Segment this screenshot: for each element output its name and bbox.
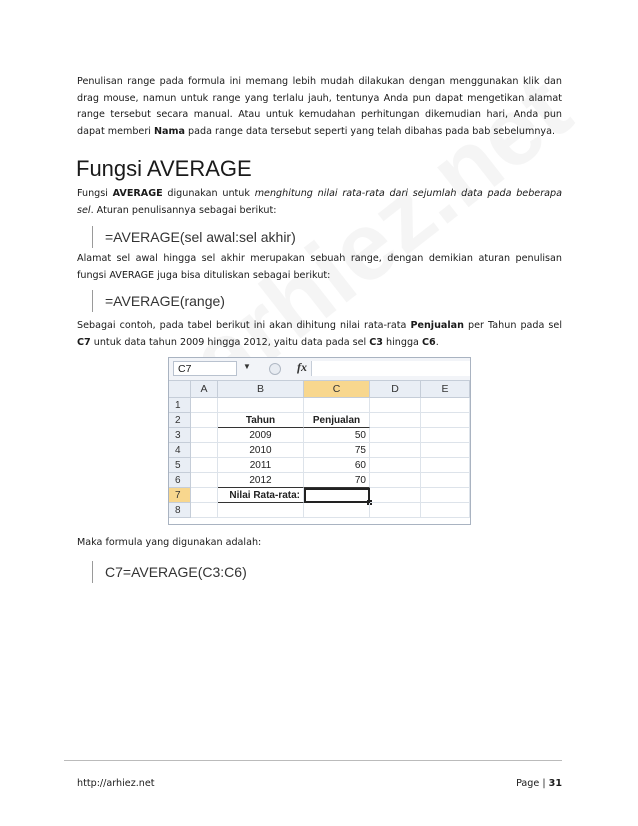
- formula-bar: [169, 358, 470, 381]
- cell-b5[interactable]: 2011: [218, 458, 304, 473]
- name-box[interactable]: C7: [173, 361, 237, 376]
- cell-a6[interactable]: [191, 473, 218, 488]
- cell-d2[interactable]: [370, 413, 421, 428]
- paragraph-range: Penulisan range pada formula ini memang lebih mudah dilakukan dengan menggunakan klik dan drag mouse, namun untuk range yang terlalu jauh, tentunya Anda pun dapat mengetikan alamat range tersebut secara manual. Atau untuk kemudahan perhitungan dikemudian hari, Anda pun dapat memberi Nama pada range data tersebut seperti yang telah dibahas pada bab sebelumnya.: [77, 76, 562, 137]
- cell-e1[interactable]: [421, 398, 470, 413]
- col-header-d[interactable]: D: [370, 381, 421, 398]
- cell-d6[interactable]: [370, 473, 421, 488]
- cell-d7[interactable]: [370, 488, 421, 503]
- cell-a3[interactable]: [191, 428, 218, 443]
- row-header-8[interactable]: 8: [169, 503, 191, 518]
- cell-b4[interactable]: 2010: [218, 443, 304, 458]
- cell-a7[interactable]: [191, 488, 218, 503]
- fx-icon[interactable]: fx: [297, 360, 307, 374]
- cell-c3[interactable]: 50: [304, 428, 370, 443]
- cell-a8[interactable]: [191, 503, 218, 518]
- cell-b1[interactable]: [218, 398, 304, 413]
- row-header-2[interactable]: 2: [169, 413, 191, 428]
- row-header-3[interactable]: 3: [169, 428, 191, 443]
- cell-d5[interactable]: [370, 458, 421, 473]
- cell-a5[interactable]: [191, 458, 218, 473]
- col-header-b[interactable]: B: [218, 381, 304, 398]
- cell-c5[interactable]: 60: [304, 458, 370, 473]
- cell-d4[interactable]: [370, 443, 421, 458]
- cell-b7[interactable]: Nilai Rata-rata:: [218, 488, 304, 503]
- cell-a1[interactable]: [191, 398, 218, 413]
- footer-url: http://arhiez.net: [77, 778, 155, 789]
- row-header-1[interactable]: 1: [169, 398, 191, 413]
- spreadsheet-screenshot: [168, 357, 471, 525]
- select-all-corner[interactable]: [169, 381, 191, 398]
- cell-b3[interactable]: 2009: [218, 428, 304, 443]
- row-header-5[interactable]: 5: [169, 458, 191, 473]
- code-syntax-1: =AVERAGE(sel awal:sel akhir): [92, 226, 296, 248]
- section-heading: Fungsi AVERAGE: [76, 156, 252, 181]
- cell-c2[interactable]: Penjualan: [304, 413, 370, 428]
- cell-e5[interactable]: [421, 458, 470, 473]
- col-header-c[interactable]: C: [304, 381, 370, 398]
- cell-e4[interactable]: [421, 443, 470, 458]
- row-header-6[interactable]: 6: [169, 473, 191, 488]
- paragraph-range-note: Alamat sel awal hingga sel akhir merupakan sebuah range, dengan demikian aturan penulisan fungsi AVERAGE juga bisa dituliskan sebagai berikut:: [77, 253, 562, 281]
- col-header-e[interactable]: E: [421, 381, 470, 398]
- cell-c4[interactable]: 75: [304, 443, 370, 458]
- dropdown-arrow-icon[interactable]: ▼: [243, 362, 251, 371]
- cell-e6[interactable]: [421, 473, 470, 488]
- cell-d8[interactable]: [370, 503, 421, 518]
- paragraph-average-intro: Fungsi AVERAGE digunakan untuk menghitung nilai rata-rata dari sejumlah data pada beberapa sel. Aturan penulisannya sebagai berikut:: [77, 188, 562, 216]
- col-header-a[interactable]: A: [191, 381, 218, 398]
- paragraph-example: Sebagai contoh, pada tabel berikut ini akan dihitung nilai rata-rata Penjualan per Tahun pada sel C7 untuk data tahun 2009 hingga 2012, yaitu data pada sel C3 hingga C6.: [77, 320, 562, 348]
- cell-e7[interactable]: [421, 488, 470, 503]
- cell-a4[interactable]: [191, 443, 218, 458]
- cell-e8[interactable]: [421, 503, 470, 518]
- cell-d3[interactable]: [370, 428, 421, 443]
- cell-e3[interactable]: [421, 428, 470, 443]
- cell-c1[interactable]: [304, 398, 370, 413]
- formula-handle-icon: [269, 363, 281, 375]
- cell-d1[interactable]: [370, 398, 421, 413]
- formula-input[interactable]: [311, 361, 470, 376]
- row-header-7[interactable]: 7: [169, 488, 191, 503]
- cell-b6[interactable]: 2012: [218, 473, 304, 488]
- cell-b8[interactable]: [218, 503, 304, 518]
- page-number: 31: [548, 778, 562, 789]
- footer-divider: [64, 760, 562, 761]
- paragraph-formula-intro: Maka formula yang digunakan adalah:: [77, 537, 262, 548]
- cell-c6[interactable]: 70: [304, 473, 370, 488]
- footer-page: Page | 31: [516, 778, 562, 789]
- code-syntax-2: =AVERAGE(range): [92, 290, 225, 312]
- row-header-4[interactable]: 4: [169, 443, 191, 458]
- cell-e2[interactable]: [421, 413, 470, 428]
- code-formula: C7=AVERAGE(C3:C6): [92, 561, 247, 583]
- cell-c7-active[interactable]: [304, 488, 370, 503]
- cell-b2[interactable]: Tahun: [218, 413, 304, 428]
- cell-a2[interactable]: [191, 413, 218, 428]
- cell-c8[interactable]: [304, 503, 370, 518]
